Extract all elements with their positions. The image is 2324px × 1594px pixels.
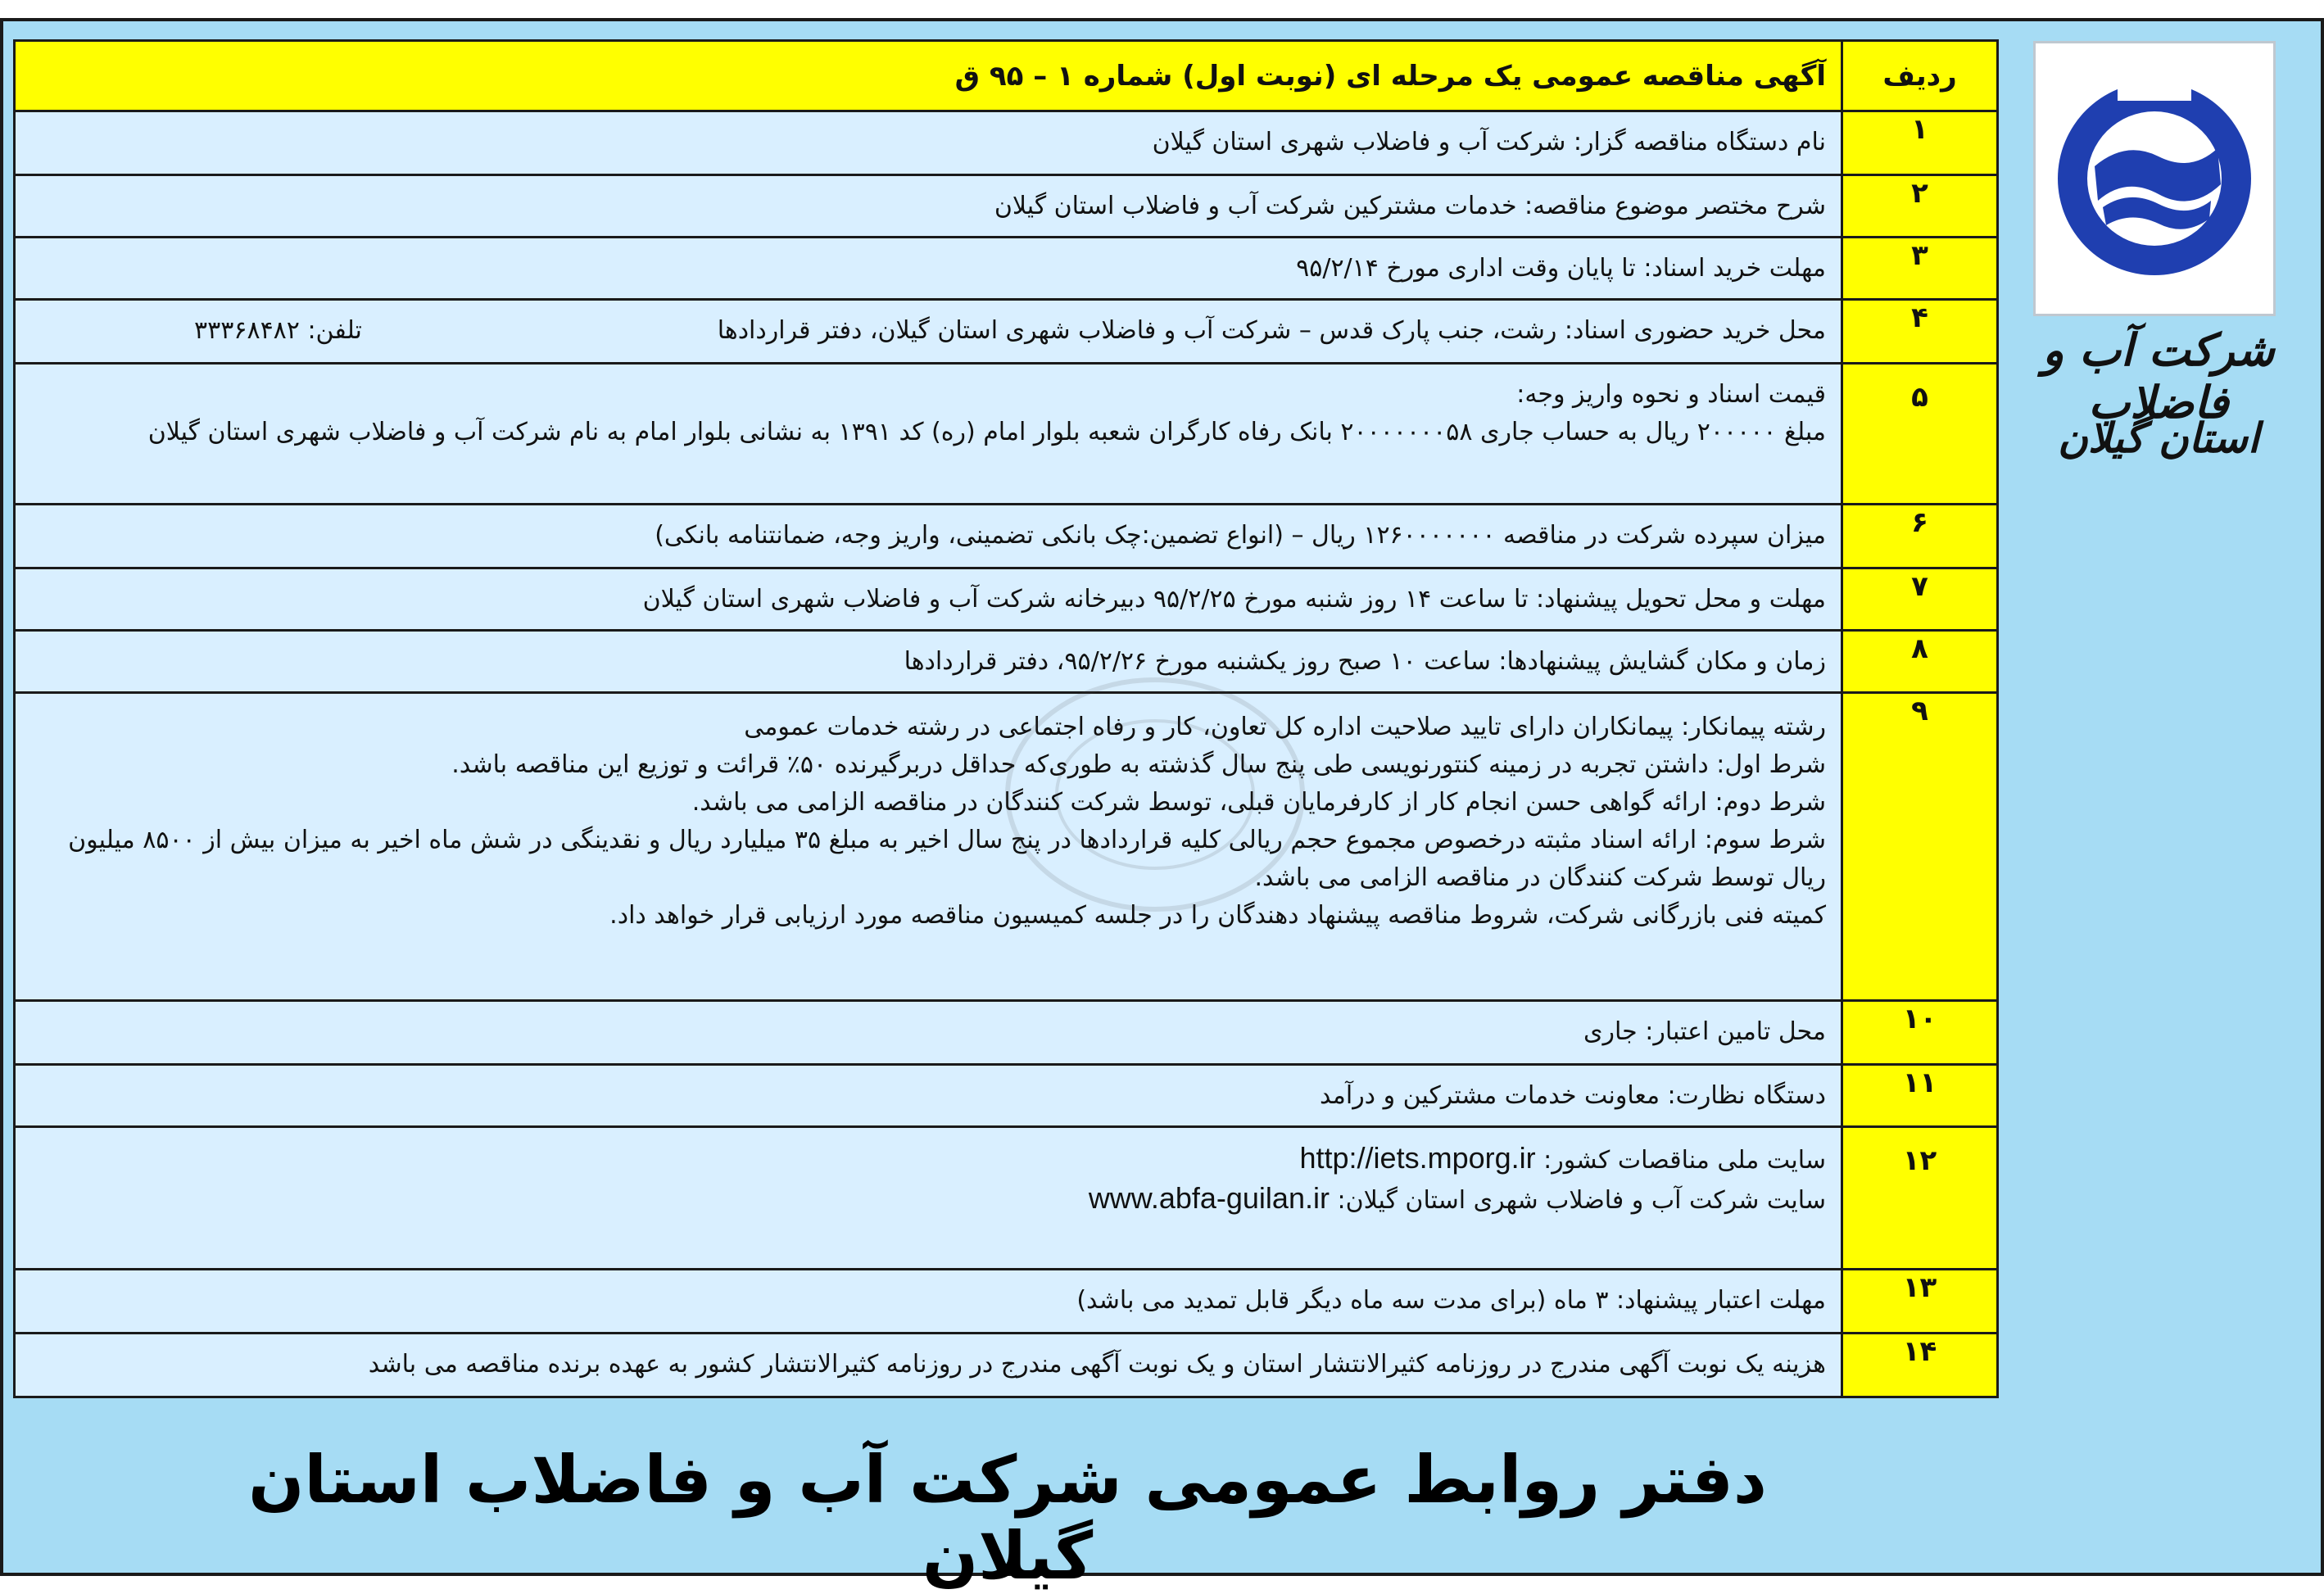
phone-number: تلفن: ۳۳۳۶۸۴۸۲ [194, 316, 362, 345]
logo-province-name: استان گیلان [2058, 414, 2259, 462]
row-number: ۹ [1842, 693, 1998, 1001]
site-label: سایت ملی مناقصات کشور: [1543, 1146, 1826, 1175]
row-number: ۸ [1842, 631, 1998, 693]
tender-title: آگهی مناقصه عمومی یک مرحله ای (نوبت اول) شماره ۱ – ۹۵ ق [15, 41, 1842, 111]
row-number: ۷ [1842, 568, 1998, 631]
row-text: شرح مختصر موضوع مناقصه: خدمات مشترکین شرکت آب و فاضلاب استان گیلان [994, 192, 1826, 220]
watermark-icon [967, 647, 1343, 942]
row-number: ۱ [1842, 111, 1998, 175]
row-text: شرط سوم: ارائه اسناد مثبته درخصوص مجموع حجم ریالی کلیه قراردادها در پنج سال اخیر به مبلغ ۳۵ میلیارد ریال و نقدینگی در شش ماه اخیر به میزان بیش از ۸۵۰۰ میلیون [68, 826, 1826, 854]
table-row [15, 1270, 1998, 1334]
row-text: مهلت خرید اسناد: تا پایان وقت اداری مورخ ۹۵/۲/۱۴ [1296, 254, 1826, 283]
row-text: رشته پیمانکار: پیمانکاران دارای تایید صلاحیت اداره کل تعاون، کار و رفاه اجتماعی در رشته خدمات عمومی [744, 713, 1826, 741]
table-row [15, 568, 1998, 631]
row-number: ۴ [1842, 300, 1998, 364]
row-text: محل تامین اعتبار: جاری [1583, 1017, 1826, 1046]
table-row [15, 111, 1998, 175]
row-text: مهلت و محل تحویل پیشنهاد: تا ساعت ۱۴ روز شنبه مورخ ۹۵/۲/۲۵ دبیرخانه شرکت آب و فاضلاب شهری استان گیلان [642, 585, 1826, 614]
row-text: هزینه یک نوبت آگهی مندرج در روزنامه کثیرالانتشار استان و یک نوبت آگهی مندرج در روزنامه کثیرالانتشار کشور به عهده برنده مناقصه می باشد [368, 1350, 1826, 1379]
table-row [15, 1065, 1998, 1127]
row-number: ۵ [1842, 364, 1998, 505]
row-text: مهلت اعتبار پیشنهاد: ۳ ماه (برای مدت سه ماه دیگر قابل تمدید می باشد) [1076, 1286, 1826, 1315]
row-text: میزان سپرده شرکت در مناقصه ۱۲۶۰۰۰۰۰۰۰ ریال – (انواع تضمین:چک بانکی تضمینی، واریز وجه، ضمانتنامه بانکی) [655, 521, 1826, 550]
table-row [15, 364, 1998, 505]
row-text: زمان و مکان گشایش پیشنهادها: ساعت ۱۰ صبح روز یکشنبه مورخ ۹۵/۲/۲۶، دفتر قراردادها [904, 647, 1826, 676]
row-text: کمیته فنی بازرگانی شرکت، شروط مناقصه پیشنهاد دهندگان را در جلسه کمیسیون مناقصه مورد ارزیابی قرار خواهد داد. [609, 901, 1826, 930]
national-tender-link[interactable]: http://iets.mporg.ir [1299, 1141, 1536, 1175]
website-line [30, 1139, 1826, 1180]
row-number-header: ردیف [1842, 41, 1998, 111]
row-text: دستگاه نظارت: معاونت خدمات مشترکین و درآمد [1320, 1081, 1826, 1110]
table-row [15, 1334, 1998, 1397]
row-text: محل خرید حضوری اسناد: رشت، جنب پارک قدس – شرکت آب و فاضلاب شهری استان گیلان، دفتر قراردادها [717, 316, 1826, 345]
water-company-logo-icon [2033, 41, 2276, 316]
table-row [15, 1001, 1998, 1065]
row-text: نام دستگاه مناقصه گزار: شرکت آب و فاضلاب شهری استان گیلان [1152, 128, 1826, 156]
row-text: شرط دوم: ارائه گواهی حسن انجام کار از کارفرمایان قبلی، توسط شرکت کنندگان در مناقصه الزامی می باشد. [691, 788, 1826, 817]
row-number: ۲ [1842, 175, 1998, 238]
company-website-link[interactable]: www.abfa-guilan.ir [1088, 1181, 1330, 1215]
public-relations-footer: دفتر روابط عمومی شرکت آب و فاضلاب استان گیلان [248, 1442, 1767, 1594]
row-number: ۱۱ [1842, 1065, 1998, 1127]
table-header [15, 41, 1998, 111]
table-row [15, 238, 1998, 300]
row-number: ۶ [1842, 505, 1998, 568]
row-text: مبلغ ۲۰۰۰۰۰ ریال به حساب جاری ۲۰۰۰۰۰۰۰۵۸ بانک رفاه کارگران شعبه بلوار امام (ره) کد ۱۳۹۱ به نشانی بلوار امام به نام شرکت آب و فاضلاب شهری استان گیلان [147, 418, 1826, 446]
site-label: سایت شرکت آب و فاضلاب شهری استان گیلان: [1337, 1186, 1826, 1215]
row-number: ۱۴ [1842, 1334, 1998, 1397]
table-row [15, 300, 1998, 364]
row-text: ریال توسط شرکت کنندگان در مناقصه الزامی می باشد. [1254, 863, 1826, 892]
website-line [30, 1180, 1826, 1220]
table-row [15, 1127, 1998, 1270]
logo-company-name: شرکت آب و فاضلاب [2042, 324, 2275, 428]
table-row [15, 175, 1998, 238]
row-number: ۱۰ [1842, 1001, 1998, 1065]
table-row [15, 505, 1998, 568]
row-text: شرط اول: داشتن تجربه در زمینه کنتورنویسی طی پنج سال گذشته به طوری‌که حداقل دربرگیرنده ۵۰٪ قرائت و توزیع این مناقصه باشد. [451, 750, 1826, 779]
row-number: ۳ [1842, 238, 1998, 300]
row-text: قیمت اسناد و نحوه واریز وجه: [1516, 380, 1826, 409]
row-number: ۱۲ [1842, 1127, 1998, 1270]
row-number: ۱۳ [1842, 1270, 1998, 1334]
